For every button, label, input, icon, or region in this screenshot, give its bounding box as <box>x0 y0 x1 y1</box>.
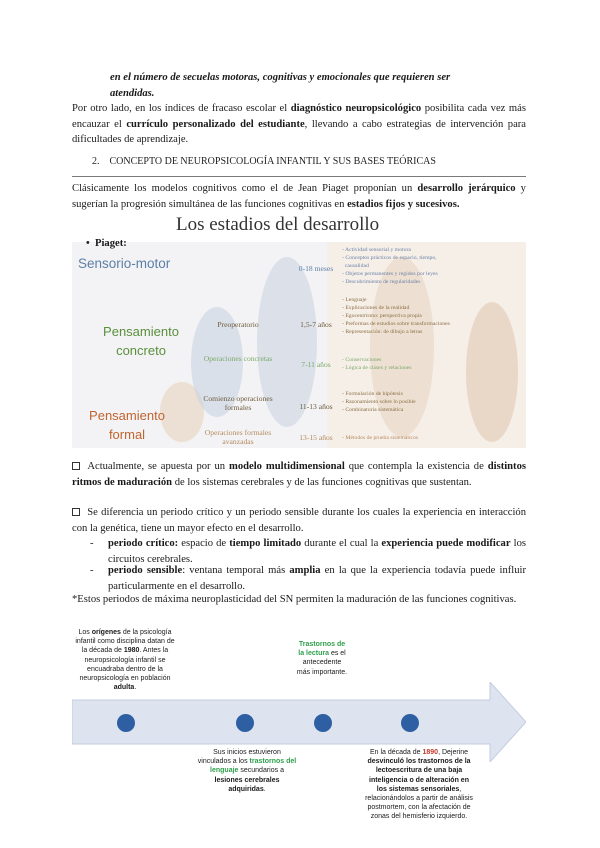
infographic-title: Los estadios del desarrollo <box>176 214 380 235</box>
paragraph-school-failure: Por otro lado, en los índices de fracaso escolar el diagnóstico neuropsicológico posibilita cada vez más encauzar el currículo personalizado del estudiante, llevando a cabo estrategias de intervención para dificultades de aprendizaje. <box>72 103 527 145</box>
desc-formales-avanzadas: - Métodos de prueba sistemáticos <box>342 435 419 441</box>
timeline-dot-4 <box>401 714 419 732</box>
section-divider <box>72 176 526 177</box>
list-item-sensitive: - periodo sensible: ventana temporal más amplia en la que la experiencia todavía puede influir particularmente en el desarrollo. <box>90 565 526 592</box>
intro-line-1: en el número de secuelas motoras, cognitivas y emocionales que requieren ser <box>110 72 451 83</box>
substage-comienzo-formales: Comienzo operaciones formales <box>203 394 273 412</box>
age-11-13: 11-13 años <box>299 402 333 411</box>
age-0-18: 0-18 meses <box>298 264 334 273</box>
intro-line-2: atendidas. <box>110 87 155 99</box>
desc-operaciones-concretas: - Conservaciones - Lógica de clases y relaciones <box>342 357 412 371</box>
stage-pensamiento-concreto: Pensamiento concreto <box>103 324 179 358</box>
stage-pensamiento-formal: Pensamiento formal <box>89 408 165 442</box>
timeline-dot-2 <box>236 714 254 732</box>
timeline-origins: Los orígenes de la psicología infantil como disciplina datan de la década de 1980. Antes la neuropsicología infantil se encuadraba dentro de la neuropsicología en población adulta. <box>75 629 175 692</box>
timeline-dot-3 <box>314 714 332 732</box>
timeline-dot-1 <box>117 714 135 732</box>
age-1-7: 1,5-7 años <box>300 320 332 329</box>
figure-elder <box>466 302 518 442</box>
note-neuroplasticity: *Estos periodos de máxima neuroplasticidad del SN permiten la maduración de las funciones cognitivas. <box>72 594 517 605</box>
age-7-11: 7-11 años <box>301 360 331 369</box>
paragraph-multidimensional: Actualmente, se apuesta por un modelo multidimensional que contempla la existencia de distintos ritmos de maduración de los sistemas cerebrales y de las funciones cognitivas que sustentan. <box>72 461 527 488</box>
substage-preoperatorio: Preoperatorio <box>217 320 259 329</box>
desc-comienzo-formales: - Formulación de hipótesis - Razonamiento sobre lo posible - Combinatoria sistemática <box>342 391 416 413</box>
intro-continuation <box>110 70 526 101</box>
timeline-language-disorders: Sus inicios estuvieron vinculados a los trastornos del lenguaje secundarios a lesiones cerebrales adquiridas. <box>197 749 297 793</box>
substage-operaciones-concretas: Operaciones concretas <box>203 354 273 363</box>
list-item-critical: - periodo crítico: espacio de tiempo limitado durante el cual la experiencia puede modificar los circuitos cerebrales. <box>90 538 527 565</box>
timeline-dejerine: En la década de 1890, Dejerine desvinculó los trastornos de la lectoescritura de una baja inteligencia o de alteración en los sistemas sensoriales, relacionándolos a partir de análisis postmortem, con la afectación de zonas del hemisferio izquierdo. <box>365 749 473 821</box>
stage-sensorio-motor: Sensorio-motor <box>78 256 171 271</box>
age-13-15: 13-15 años <box>299 433 333 442</box>
paragraph-piaget: Clásicamente los modelos cognitivos como el de Jean Piaget proponían un desarrollo jerárquico y sugerían la progresión simultánea de las funciones cognitivas en estadios fijos y sucesivos. <box>72 183 526 210</box>
desc-preoperatorio: - Lenguaje - Explicaciones de la realidad - Egocentrismo: perspectiva propia - Preformas de estudios sobre transformaciones - Representación: de dibujo a letras <box>342 297 450 335</box>
checkbox-marker-icon <box>72 508 80 516</box>
section-heading: 2. CONCEPTO DE NEUROPSICOLOGÍA INFANTIL Y SUS BASES TEÓRICAS <box>92 156 436 167</box>
desc-sensorio-motor: - Actividad sensorial y motora - Conceptos prácticos de espacio, tiempo, causalidad - Objetos permanentes y regidos por leyes - Descubrimiento de regularidades <box>342 247 438 285</box>
timeline-reading-disorders: Trastornos de la lectura es el antecedente más importante. <box>296 641 348 676</box>
stages-infographic <box>72 212 526 448</box>
checkbox-marker-icon <box>72 462 80 470</box>
substage-formales-avanzadas: Operaciones formales avanzadas <box>204 428 272 446</box>
piaget-bullet: • Piaget: <box>86 238 127 249</box>
paragraph-periods: Se diferencia un periodo crítico y un periodo sensible durante los cuales la experiencia en interacción con la genética, tiene un mayor efecto en el desarrollo. <box>72 507 526 534</box>
